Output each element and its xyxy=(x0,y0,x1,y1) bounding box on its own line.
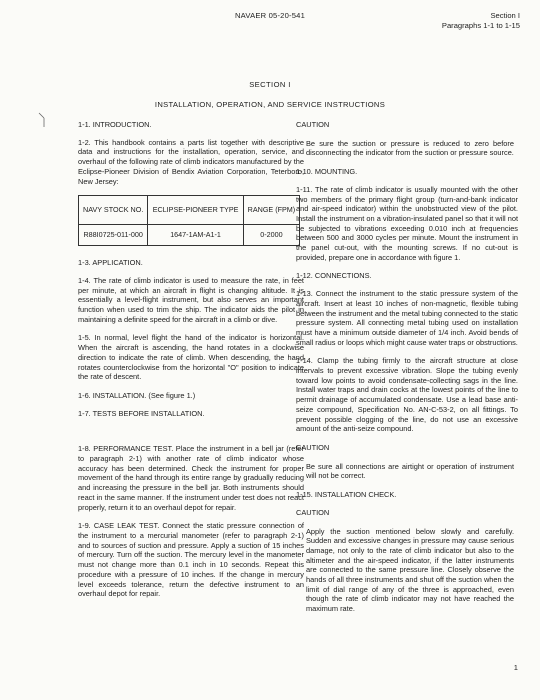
caution-heading-3: CAUTION xyxy=(296,507,330,517)
para-1-7: 1-7. TESTS BEFORE INSTALLATION. xyxy=(78,408,205,418)
para-1-1-heading: 1-1. INTRODUCTION. xyxy=(78,120,152,129)
left-column xyxy=(78,120,304,608)
right-column xyxy=(296,120,518,623)
caution-text-1: Be sure the suction or pressure is reduced to zero before disconnecting the indicator from the suction or pressure source. xyxy=(306,138,514,158)
margin-mark xyxy=(38,112,46,128)
table-cell-range: 0-2000 xyxy=(243,225,299,246)
para-1-14: 1-14. Clamp the tubing firmly to the aircraft structure at close intervals to prevent excessive vibration. Slope the tubing evenly toward low points to avoid condensate-collecting sags in the line. Install water traps and drain cocks at the lowest points of the line to permit drainage of accumulated condensate. Use a lead base anti-seize compound, Specification No. AN-C-53-2, on all fittings. To prevent possible clogging of the line, do not use an excessive amount of the anti-seize compound. xyxy=(296,356,518,434)
header-paragraphs: Paragraphs 1-1 to 1-15 xyxy=(441,21,520,30)
para-1-9: 1-9. CASE LEAK TEST. Connect the static pressure connection of the instrument to a mercurial manometer (refer to paragraph 2-1) and to sources of suction and pressure. Apply a suction of 15 inches of mercury. Turn off the suction. The mercury level in the manometer must not change more than 0.1 inch in 10 seconds. Repeat this procedure with a pressure of 10 inches. If the change in mercury level exceeds tolerance, return the defective instrument to an overhaul depot for repair. xyxy=(78,521,304,599)
caution-text-3: Apply the suction mentioned below slowly and carefully. Sudden and excessive changes in pressure may cause serious damage, not only to the rate of climb indicator but also to the altimeter and the air-speed indicator, if the latter instruments are connected to the same pressure line. Closely observe the hands of all three instruments and shut off the suction when the limit of dial range of any of the three is approached, even though the rate of climb indicator may not have reached the maximum rate. xyxy=(306,526,514,614)
table-row xyxy=(79,225,300,246)
para-1-12-heading: 1-12. CONNECTIONS. xyxy=(296,271,372,281)
table-cell-type: 1647-1AM-A1-1 xyxy=(148,225,244,246)
para-1-3-heading: 1-3. APPLICATION. xyxy=(78,258,143,268)
caution-heading-2: CAUTION xyxy=(296,442,330,452)
section-title: SECTION I xyxy=(249,80,291,89)
para-1-10-heading: 1-10. MOUNTING. xyxy=(296,167,358,177)
para-1-8: 1-8. PERFORMANCE TEST. Place the instrument in a bell jar (refer to paragraph 2-1) with another rate of climb indicator whose accuracy has been determined. Check the instrument for proper movement of the hand through its entire range by gradually reducing and increasing the pressure in the bell jar. Both instruments should react in the same manner. If the instrument under test does not react properly, return it to an overhaul depot for repair. xyxy=(78,444,304,512)
table-header-range: RANGE (FPM) xyxy=(243,196,299,225)
para-1-2: 1-2. This handbook contains a parts list together with descriptive data and instructions for the installation, operation, service, and overhaul of the following rate of climb indicators manufactured by the Eclipse-Pioneer Division of Bendix Aviation Corporation, Teterboro, New Jersey: xyxy=(78,137,304,186)
header-doc-number: NAVAER 05-20-541 xyxy=(234,11,306,20)
section-subtitle: INSTALLATION, OPERATION, AND SERVICE INSTRUCTIONS xyxy=(154,100,386,109)
para-1-6: 1-6. INSTALLATION. (See figure 1.) xyxy=(78,390,196,400)
header-section-info xyxy=(442,11,520,31)
para-1-5: 1-5. In normal, level flight the hand of the indicator is horizontal. When the aircraft is ascending, the hand rotates in a clockwise direction to indicate the rate of climb. When descending, the hand rotates counterclockwise from the horizontal "O" position to indicate the rate of descent. xyxy=(78,333,304,382)
para-1-15-heading: 1-15. INSTALLATION CHECK. xyxy=(296,490,397,500)
table-header-navy-stock: NAVY STOCK NO. xyxy=(79,196,148,225)
header-section: Section I xyxy=(490,11,520,20)
para-1-4: 1-4. The rate of climb indicator is used to measure the rate, in feet per minute, at which an aircraft in flight is changing altitude. It is essentially a level-flight instrument, but also serves an important function when used to trim the ship. The indicator aids the pilot in maintaining a definite speed for the aircraft in a climb or dive. xyxy=(78,275,304,324)
table-header-eclipse-type: ECLIPSE-PIONEER TYPE xyxy=(148,196,244,225)
page-number: 1 xyxy=(513,663,518,672)
caution-text-2: Be sure all connections are airtight or operation of instrument will not be correct. xyxy=(306,461,514,481)
caution-heading-1: CAUTION xyxy=(296,120,330,129)
table-cell-stock-no: R88I0725-011-000 xyxy=(79,225,148,246)
para-1-11: 1-11. The rate of climb indicator is usually mounted with the other two members of the primary flight group (turn-and-bank indicator and air-speed indicator) within the unobstructed view of the pilot. Install the instrument on a vibration-insulated panel so that it will not be subjected to vibrations exceeding 0.010 inch at frequencies between 500 and 3000 cycles per minute. Mount the instrument in the panel cut-out, with the mounting screws. If no cut-out is provided, prepare one in accordance with figure 1. xyxy=(296,184,518,262)
navy-stock-table xyxy=(78,195,300,246)
para-1-13: 1-13. Connect the instrument to the static pressure system of the aircraft. Insert at least 10 inches of non-magnetic, flexible tubing between the instrument and the metal tubing connected to the static pressure system. All connecting metal tubing used on installation must have a minimum outside diameter of 1/4 inch. Avoid bends of small radius or loops which might cause water traps or obstructions. xyxy=(296,289,518,347)
